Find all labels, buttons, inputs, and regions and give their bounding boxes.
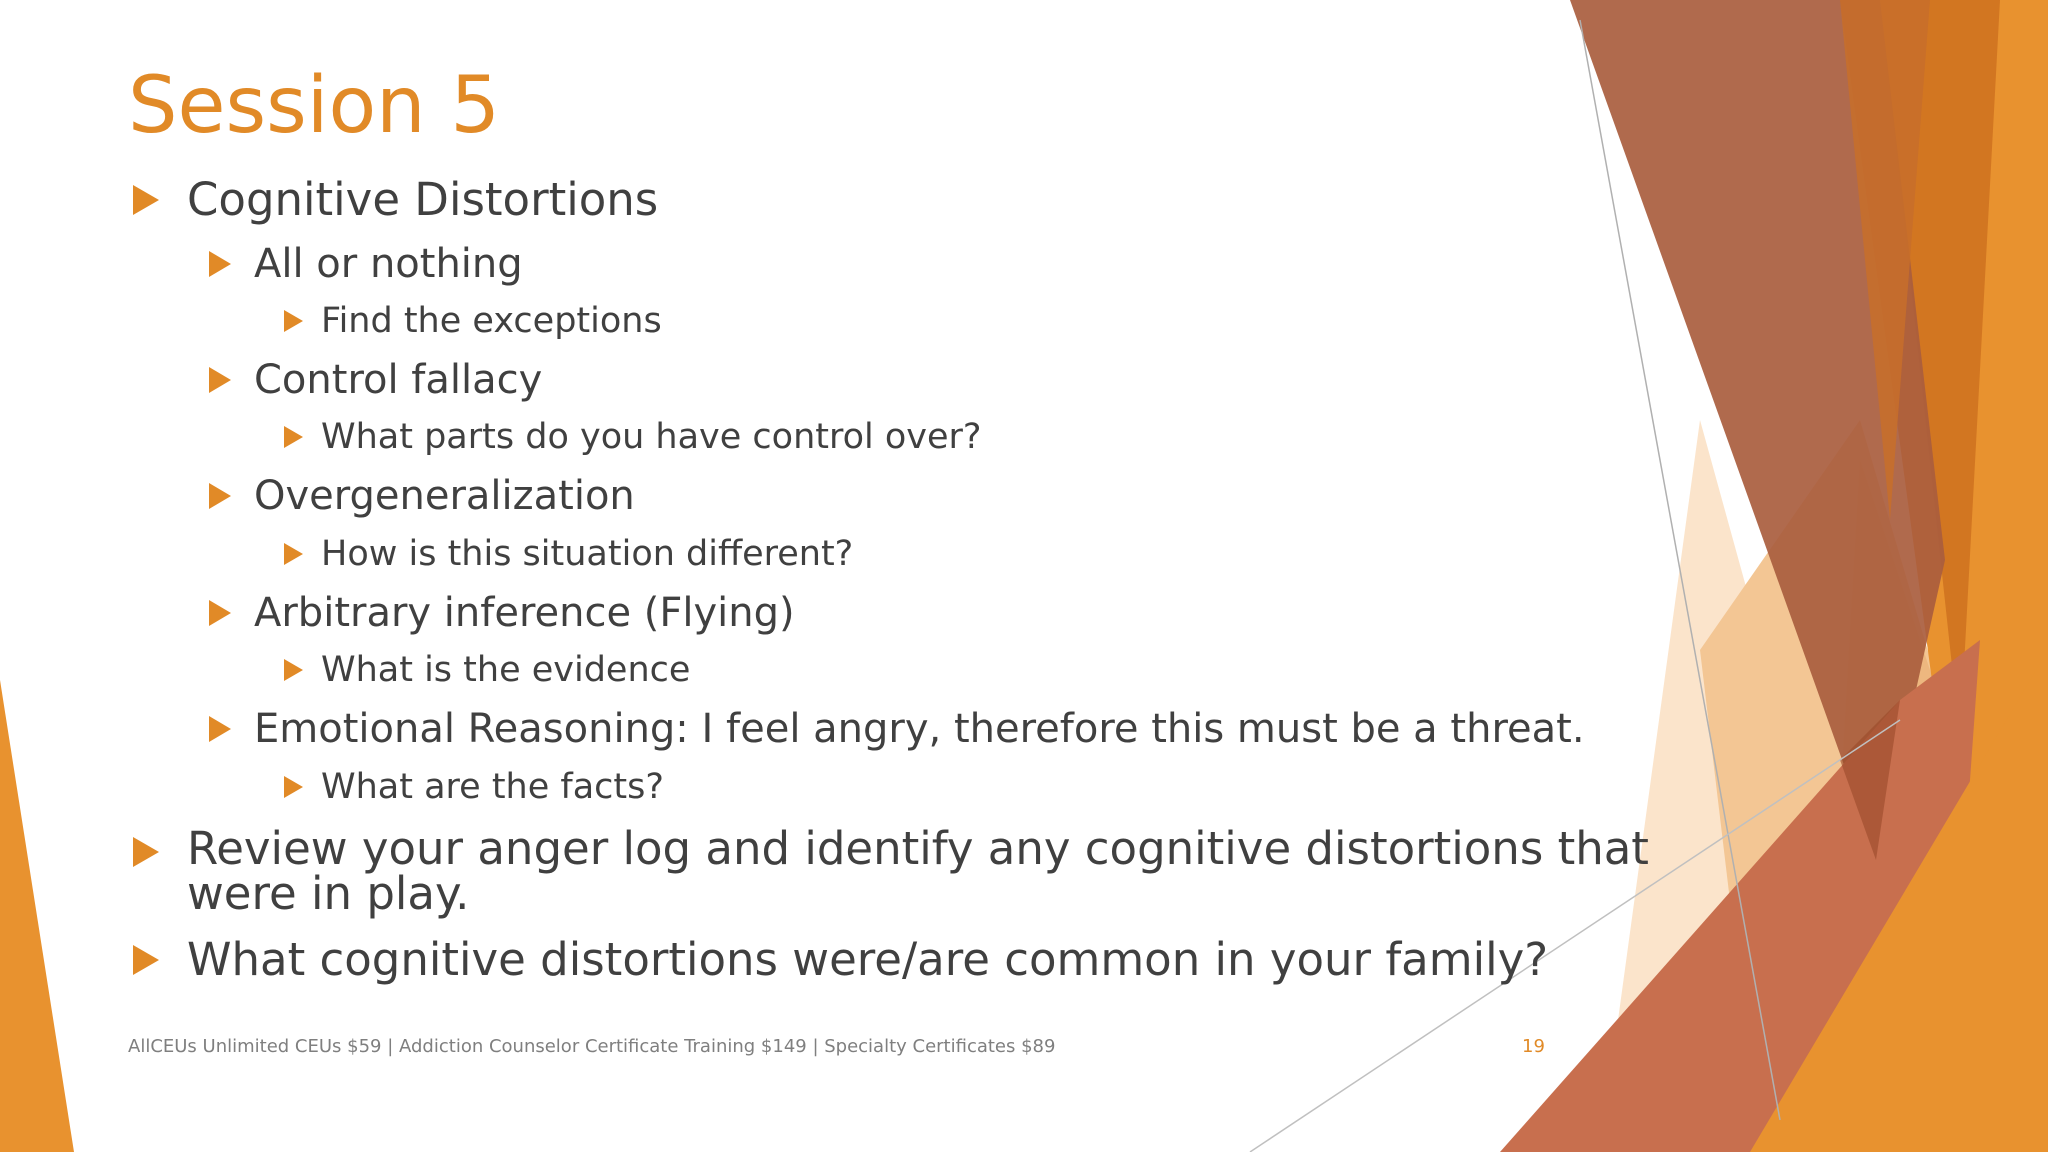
bullet-text-line2: were in play. xyxy=(187,867,470,920)
bullet-level3 xyxy=(321,769,664,806)
bullet-text: What is the evidence xyxy=(321,650,691,690)
bullet-level2 xyxy=(254,475,635,517)
triangle-bullet-icon xyxy=(209,600,231,626)
bullet-level2 xyxy=(254,243,523,285)
slide-number: 19 xyxy=(1522,1036,1545,1057)
bullet-text: Arbitrary inference (Flying) xyxy=(254,590,795,636)
triangle-bullet-icon xyxy=(133,945,159,975)
bullet-level3 xyxy=(321,652,690,689)
bullet-level2 xyxy=(254,592,795,634)
bullet-text: Find the exceptions xyxy=(321,301,662,341)
bullet-text: Overgeneralization xyxy=(254,473,635,519)
bullet-level2 xyxy=(254,359,542,401)
triangle-bullet-icon xyxy=(209,251,231,277)
triangle-bullet-icon xyxy=(133,837,159,867)
bullet-level2 xyxy=(254,708,1585,750)
triangle-bullet-icon xyxy=(284,543,303,565)
slide-title: Session 5 xyxy=(128,61,501,151)
bullet-level3 xyxy=(321,303,662,340)
bullet-text: Emotional Reasoning: I feel angry, therefore this must be a threat. xyxy=(254,706,1585,752)
bullet-text-line1: Review your anger log and identify any cognitive distortions that xyxy=(187,822,1649,875)
bullet-level1 xyxy=(187,173,659,226)
triangle-bullet-icon xyxy=(284,776,303,798)
bullet-text: What are the facts? xyxy=(321,767,664,807)
bullet-level1 xyxy=(187,933,1549,986)
bullet-level3 xyxy=(321,536,853,573)
bullet-text: Cognitive Distortions xyxy=(187,173,659,226)
triangle-bullet-icon xyxy=(284,426,303,448)
triangle-bullet-icon xyxy=(284,659,303,681)
slide-footer: AllCEUs Unlimited CEUs $59 | Addiction Counselor Certificate Training $149 | Specialty Certificates $89 xyxy=(128,1036,1056,1057)
bullet-text: What cognitive distortions were/are common in your family? xyxy=(187,933,1549,986)
triangle-bullet-icon xyxy=(209,483,231,509)
bullet-text: How is this situation different? xyxy=(321,534,854,574)
triangle-bullet-icon xyxy=(209,367,231,393)
triangle-bullet-icon xyxy=(133,185,159,215)
triangle-bullet-icon xyxy=(284,310,303,332)
bullet-level1-wrapped xyxy=(187,822,1649,920)
bullet-text: Control fallacy xyxy=(254,357,543,403)
bullet-text: What parts do you have control over? xyxy=(321,417,982,457)
bullet-text: All or nothing xyxy=(254,241,523,287)
bullet-level3 xyxy=(321,419,982,456)
triangle-bullet-icon xyxy=(209,716,231,742)
